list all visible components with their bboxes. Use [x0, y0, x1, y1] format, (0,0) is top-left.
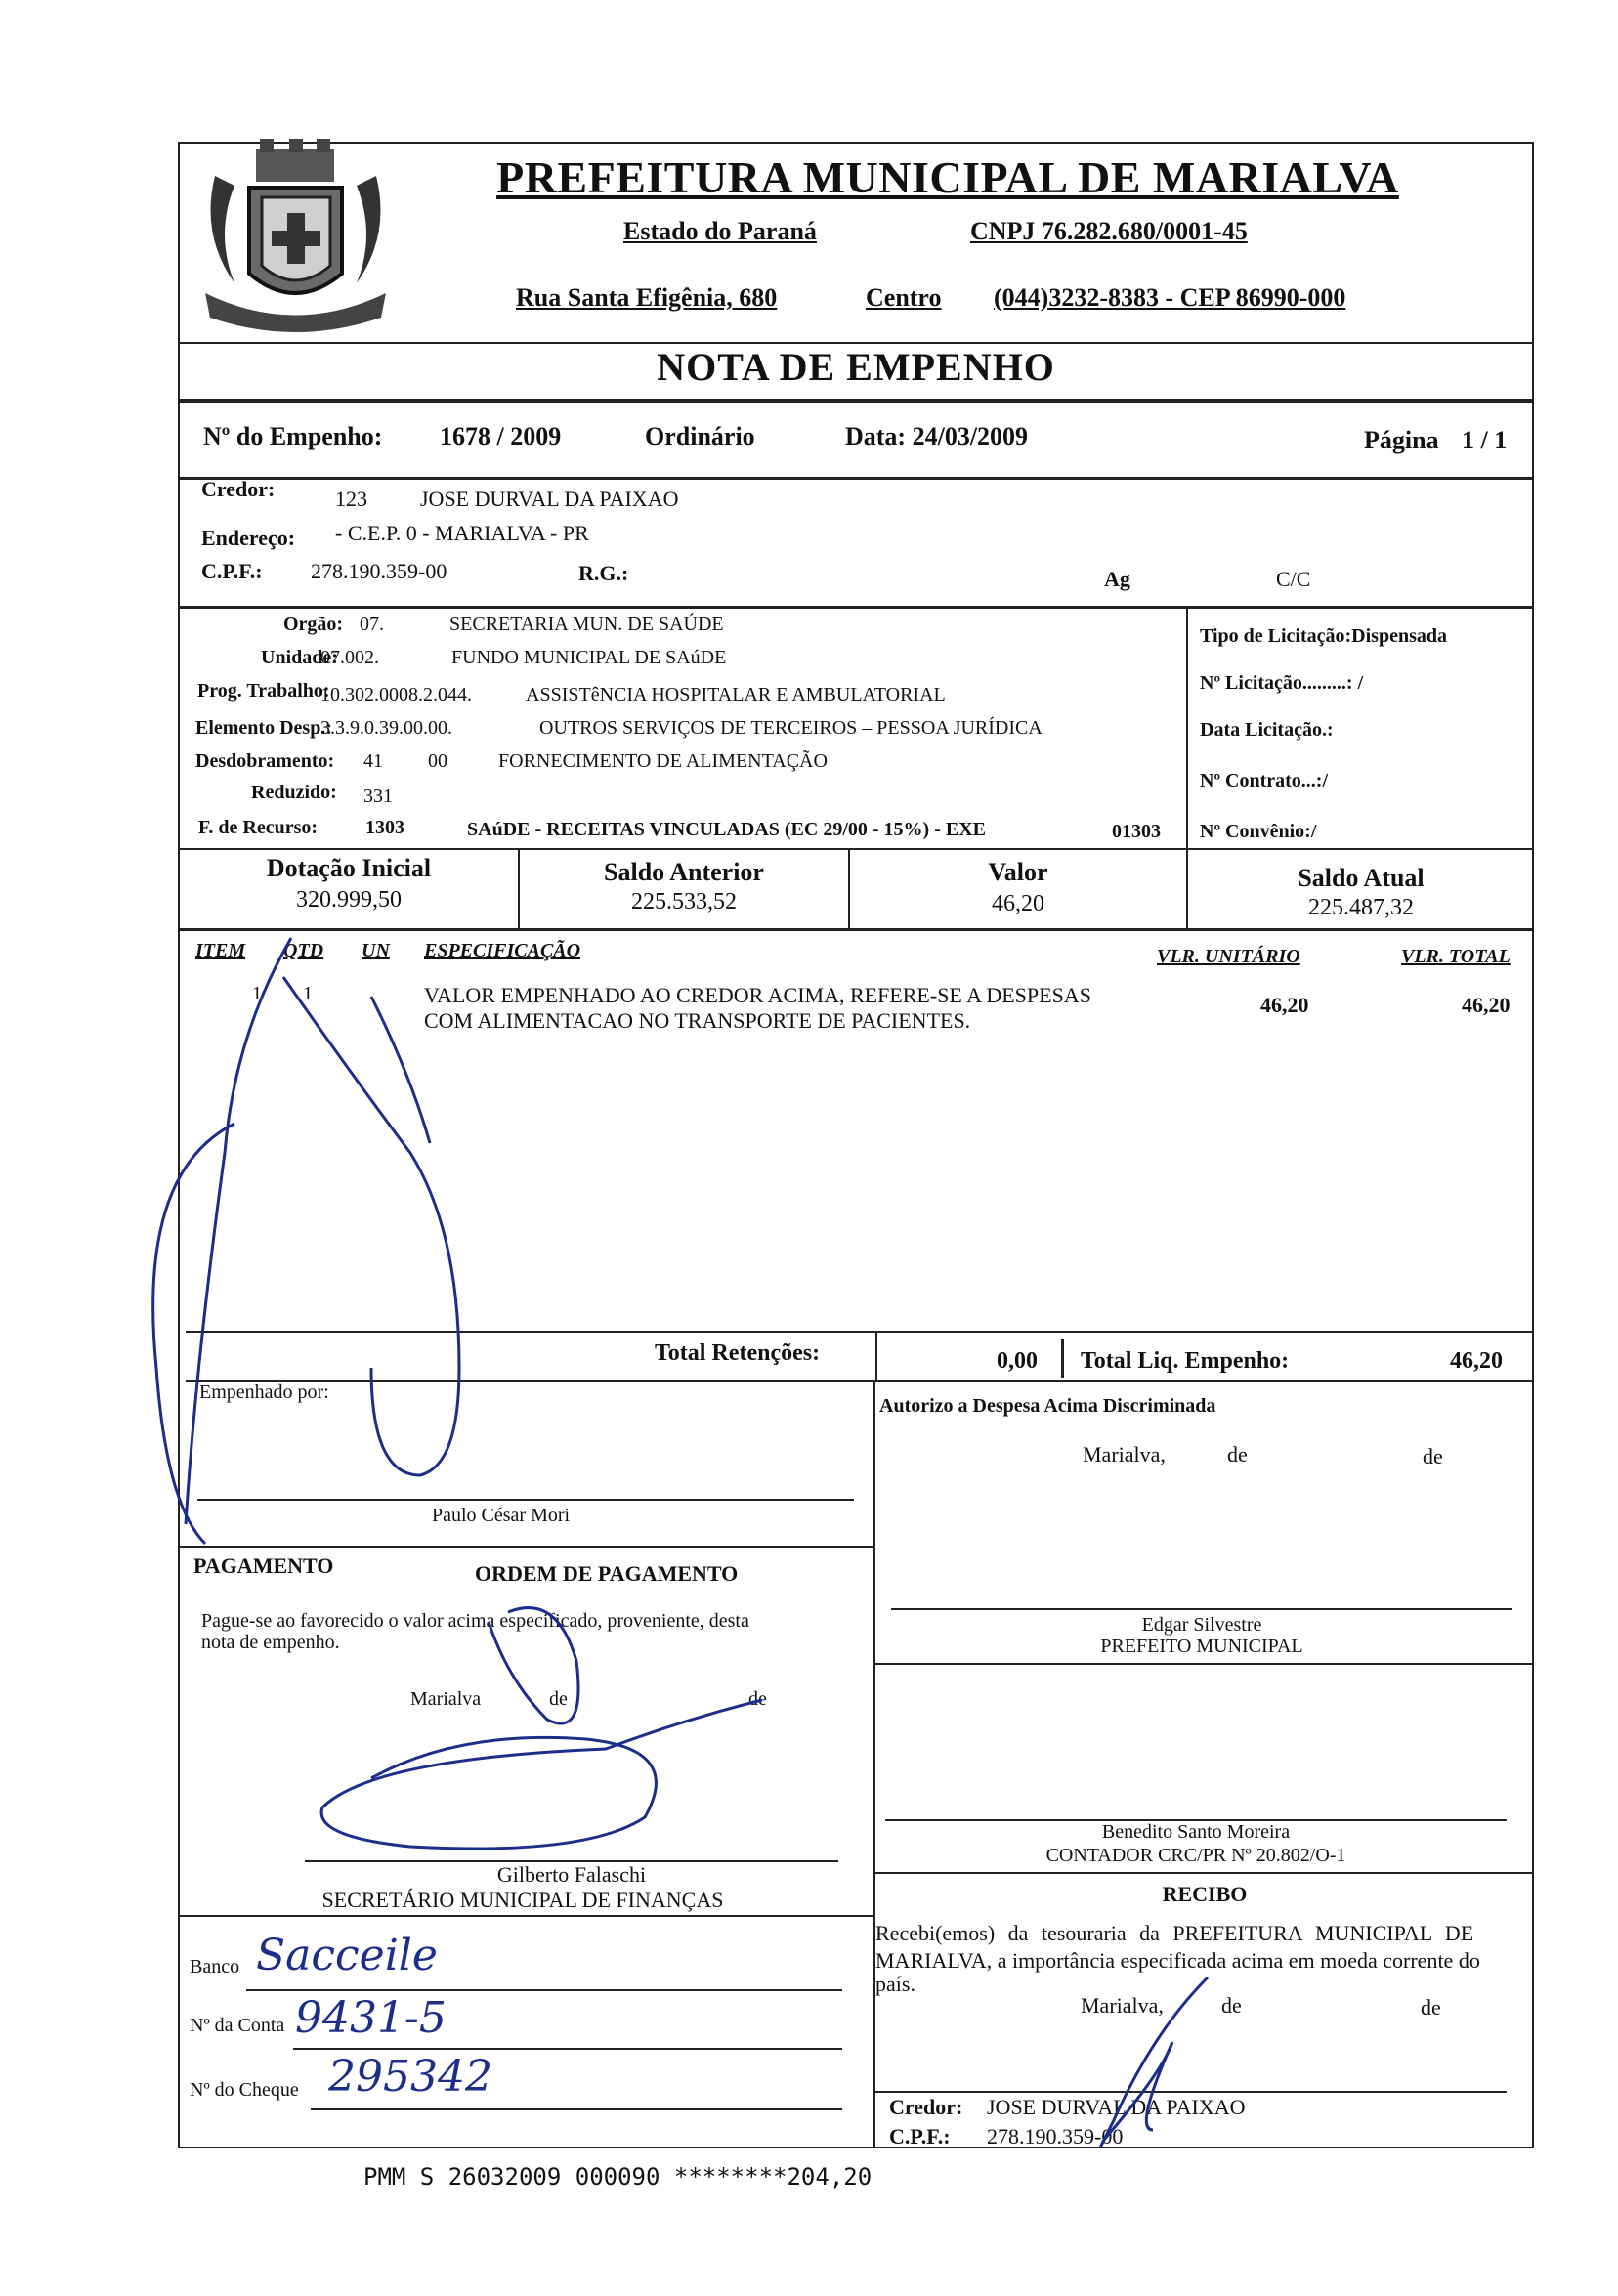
- unidade-name: FUNDO MUNICIPAL DE SAúDE: [451, 647, 727, 668]
- elem-code: 3.3.9.0.39.00.00.: [320, 717, 452, 739]
- orgao-name: SECRETARIA MUN. DE SAÚDE: [449, 614, 724, 635]
- cc-label: C/C: [1276, 567, 1311, 591]
- autorizo-label: Autorizo a Despesa Acima Discriminada: [879, 1395, 1216, 1417]
- reduzido-value: 331: [363, 786, 393, 807]
- desd-code: 41: [363, 750, 383, 772]
- col-vlr-unitario: VLR. UNITÁRIO: [1157, 946, 1300, 967]
- saldo-atual-label: Saldo Atual: [1298, 864, 1425, 892]
- secretario-name: Gilberto Falaschi: [496, 1862, 647, 1887]
- prefeito-role: PREFEITO MUNICIPAL: [1100, 1636, 1303, 1657]
- empenho-type: Ordinário: [645, 422, 755, 450]
- recibo-credor-label: Credor:: [889, 2095, 963, 2119]
- pagamento-text-1: Pague-se ao favorecido o valor acima especificado, proveniente, desta: [201, 1610, 749, 1632]
- autorizo-place: Marialva,: [1083, 1442, 1166, 1467]
- row-desc-2: COM ALIMENTACAO NO TRANSPORTE DE PACIENTES.: [424, 1008, 971, 1033]
- prog-name: ASSISTêNCIA HOSPITALAR E AMBULATORIAL: [526, 684, 946, 705]
- saldo-atual-value: 225.487,32: [1308, 895, 1414, 920]
- prog-code: 10.302.0008.2.044.: [320, 684, 472, 705]
- credor-cpf: 278.190.359-00: [311, 559, 447, 583]
- header-title: PREFEITURA MUNICIPAL DE MARIALVA: [496, 152, 1399, 202]
- empenhado-label: Empenhado por:: [199, 1382, 329, 1403]
- autorizo-de-1: de: [1227, 1442, 1248, 1467]
- retencoes-label: Total Retenções:: [655, 1340, 821, 1366]
- ag-label: Ag: [1104, 567, 1130, 591]
- rg-label: R.G.:: [578, 561, 629, 585]
- pagamento-label: PAGAMENTO: [193, 1553, 334, 1578]
- contrato-numero: Nº Contrato...:/: [1200, 770, 1329, 791]
- credor-name: JOSE DURVAL DA PAIXAO: [420, 487, 679, 511]
- banco-value: Sacceile: [256, 1931, 438, 1980]
- row-total-value: 46,20: [1462, 993, 1511, 1017]
- recibo-title: RECIBO: [1162, 1882, 1248, 1906]
- dotacao-value: 320.999,50: [296, 887, 402, 913]
- address-label: Endereço:: [201, 526, 296, 550]
- recibo-cpf-label: C.P.F.:: [889, 2124, 951, 2148]
- secretario-role: SECRETÁRIO MUNICIPAL DE FINANÇAS: [321, 1888, 724, 1912]
- recurso-code: 1303: [365, 817, 404, 838]
- recibo-de-2: de: [1421, 1995, 1441, 2020]
- licitacao-tipo: Tipo de Licitação:Dispensada: [1200, 625, 1447, 647]
- header-cnpj: CNPJ 76.282.680/0001-45: [970, 217, 1248, 245]
- pagamento-de-1: de: [549, 1688, 568, 1710]
- recibo-cpf: 278.190.359-00: [987, 2124, 1124, 2148]
- pagamento-place: Marialva: [410, 1688, 482, 1710]
- col-vlr-total: VLR. TOTAL: [1401, 946, 1511, 967]
- convenio-numero: Nº Convênio:/: [1200, 821, 1317, 842]
- valor-value: 46,20: [992, 891, 1044, 916]
- licitacao-data: Data Licitação.:: [1200, 719, 1334, 741]
- row-desc-1: VALOR EMPENHADO AO CREDOR ACIMA, REFERE-SE A DESPESAS: [424, 983, 1091, 1007]
- recibo-text-2: MARIALVA, a importância especificada acima em moeda corrente do: [875, 1948, 1480, 1973]
- pagamento-de-2: de: [748, 1688, 767, 1710]
- recurso-number: 01303: [1112, 821, 1161, 842]
- ordem-pagamento-label: ORDEM DE PAGAMENTO: [475, 1561, 739, 1586]
- doc-title: NOTA DE EMPENHO: [657, 345, 1055, 389]
- col-item: ITEM: [195, 940, 246, 961]
- elem-name: OUTROS SERVIÇOS DE TERCEIROS – PESSOA JURÍDICA: [539, 717, 1043, 739]
- retencoes-value: 0,00: [997, 1348, 1038, 1374]
- credor-label: Credor:: [201, 477, 276, 501]
- cheque-value: 295342: [328, 2052, 492, 2102]
- prog-label: Prog. Trabalho:: [197, 680, 330, 702]
- orgao-code: 07.: [360, 614, 384, 635]
- row-item: 1: [252, 983, 262, 1004]
- autorizo-de-2: de: [1423, 1444, 1443, 1468]
- page-label: Página: [1364, 426, 1439, 454]
- desd-sub: 00: [428, 750, 447, 772]
- recibo-credor-name: JOSE DURVAL DA PAIXAO: [987, 2095, 1246, 2119]
- elem-label: Elemento Desp.:: [195, 717, 332, 739]
- licitacao-numero: Nº Licitação.........: /: [1200, 672, 1364, 694]
- banco-label: Banco: [190, 1956, 240, 1977]
- header-state: Estado do Paraná: [623, 217, 817, 245]
- desd-label: Desdobramento:: [195, 750, 335, 772]
- prefeito-name: Edgar Silvestre: [1141, 1614, 1262, 1636]
- orgao-label: Orgão:: [283, 614, 344, 635]
- row-qtd: 1: [303, 983, 313, 1004]
- recibo-place: Marialva,: [1081, 1993, 1164, 2018]
- contador-role: CONTADOR CRC/PR Nº 20.802/O-1: [1045, 1845, 1346, 1866]
- valor-label: Valor: [988, 858, 1048, 886]
- row-unit-value: 46,20: [1260, 993, 1309, 1017]
- credor-code: 123: [335, 487, 367, 511]
- reduzido-label: Reduzido:: [251, 782, 337, 803]
- conta-label: Nº da Conta: [190, 2015, 285, 2036]
- pagamento-text-2: nota de empenho.: [201, 1632, 340, 1653]
- unidade-label: Unidade:: [261, 647, 338, 668]
- col-qtd: QTD: [283, 940, 324, 961]
- payment-stamp: PMM S 26032009 000090 ********204,20: [363, 2163, 873, 2190]
- empenho-date: Data: 24/03/2009: [845, 422, 1029, 450]
- unidade-code: 07.002.: [320, 647, 379, 668]
- header-district: Centro: [866, 283, 942, 312]
- saldo-anterior-value: 225.533,52: [631, 889, 737, 914]
- recibo-text-3: país.: [875, 1972, 915, 1996]
- header-street: Rua Santa Efigênia, 680: [516, 283, 778, 312]
- cheque-label: Nº do Cheque: [190, 2079, 299, 2101]
- contador-name: Benedito Santo Moreira: [1101, 1821, 1291, 1843]
- empenho-number: 1678 / 2009: [440, 422, 562, 450]
- credor-address: - C.E.P. 0 - MARIALVA - PR: [335, 521, 589, 545]
- liq-empenho-label: Total Liq. Empenho:: [1081, 1348, 1290, 1374]
- header-phone-cep: (044)3232-8383 - CEP 86990-000: [994, 283, 1346, 312]
- saldo-anterior-label: Saldo Anterior: [604, 858, 764, 886]
- empenhado-signer: Paulo César Mori: [432, 1505, 571, 1526]
- dotacao-label: Dotação Inicial: [266, 854, 432, 882]
- liq-empenho-value: 46,20: [1450, 1348, 1503, 1374]
- col-un: UN: [362, 940, 390, 961]
- recurso-label: F. de Recurso:: [198, 817, 319, 838]
- page-number: 1 / 1: [1462, 426, 1508, 454]
- recibo-de-1: de: [1221, 1993, 1242, 2018]
- recibo-text-1: Recebi(emos) da tesouraria da PREFEITURA MUNICIPAL DE: [875, 1921, 1474, 1945]
- col-especificacao: ESPECIFICAÇÃO: [424, 940, 581, 961]
- cpf-label: C.P.F.:: [201, 559, 263, 583]
- recurso-name: SAúDE - RECEITAS VINCULADAS (EC 29/00 - 15%) - EXE: [467, 819, 986, 840]
- desd-name: FORNECIMENTO DE ALIMENTAÇÃO: [498, 750, 828, 772]
- empenho-number-label: Nº do Empenho:: [203, 422, 383, 450]
- conta-value: 9431-5: [295, 1993, 447, 2043]
